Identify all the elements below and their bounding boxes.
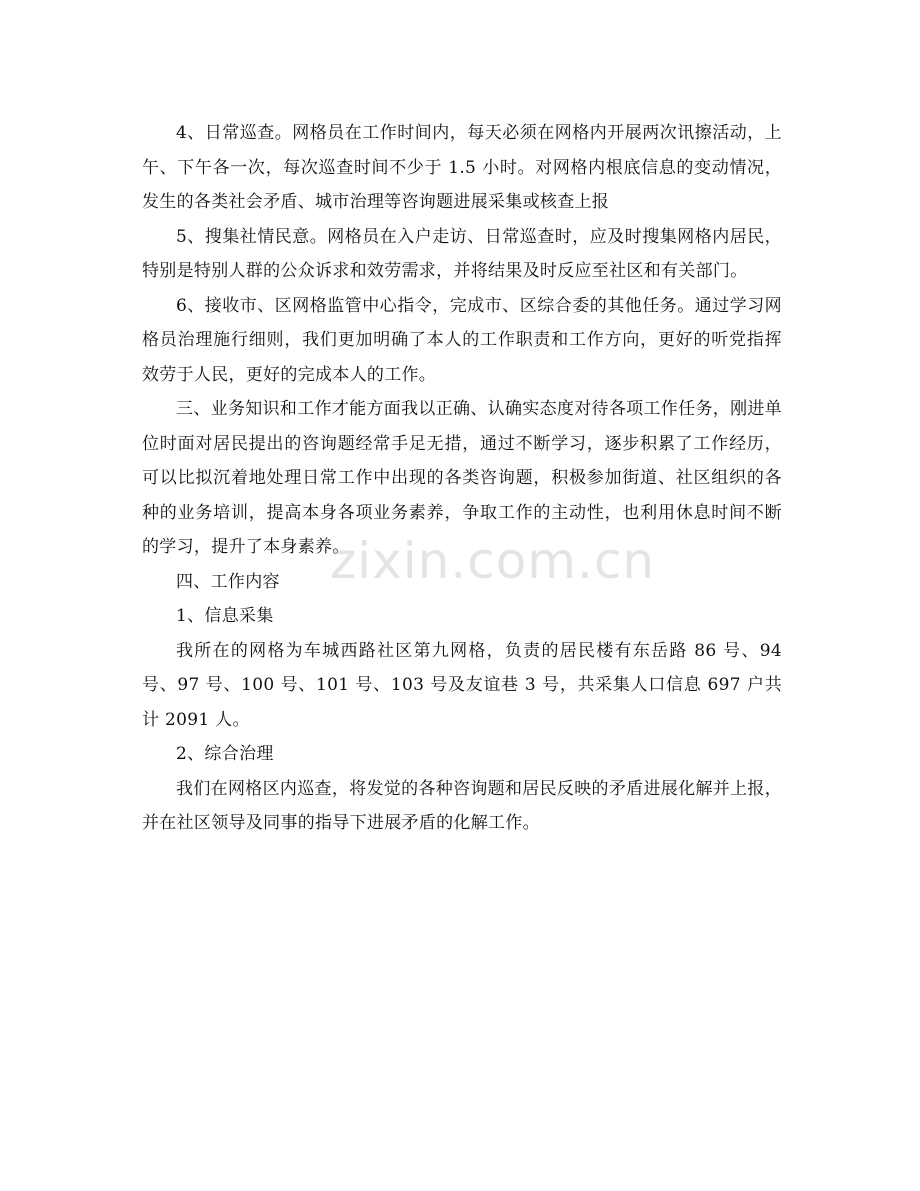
paragraph-receive-instructions: 6、接收市、区网格监管中心指令，完成市、区综合委的其他任务。通过学习网格员治理施行细则，我们更加明确了本人的工作职责和工作方向，更好的听党指挥效劳于人民，更好的完成本人的工作。: [142, 295, 782, 385]
document-body: [142, 116, 782, 841]
watermark: zixin.com.cn: [330, 532, 656, 590]
paragraph-grid-description: 我所在的网格为车城西路社区第九网格，负责的居民楼有东岳路 86 号、94 号、97 号、100 号、101 号、103 号及友谊巷 3 号，共采集人口信息 697 户共计 2091 人。: [142, 640, 782, 730]
heading-information-collection: 1、信息采集: [176, 606, 274, 626]
paragraph-business-knowledge: 三、业务知识和工作才能方面我以正确、认确实态度对待各项工作任务，刚进单位时面对居民提出的咨询题经常手足无措，通过不断学习，逐步积累了工作经历，可以比拟沉着地处理日常工作中出现的各类咨询题，积极参加街道、社区组织的各种的业务培训，提高本身各项业务素养，争取工作的主动性，也利用休息时间不断的学习，提升了本身素养。: [142, 399, 782, 557]
paragraph-public-opinion: 5、搜集社情民意。网格员在入户走访、日常巡查时，应及时搜集网格内居民，特别是特别人群的公众诉求和效劳需求，并将结果及时反应至社区和有关部门。: [142, 226, 782, 281]
heading-comprehensive-governance: 2、综合治理: [176, 744, 274, 764]
paragraph-governance-description: 我们在网格区内巡查，将发觉的各种咨询题和居民反映的矛盾进展化解并上报，并在社区领导及同事的指导下进展矛盾的化解工作。: [142, 778, 782, 833]
paragraph-daily-patrol: 4、日常巡查。网格员在工作时间内，每天必须在网格内开展两次讯擦活动，上午、下午各一次，每次巡查时间不少于 1.5 小时。对网格内根底信息的变动情况，发生的各类社会矛盾、城市治理等咨询题进展采集或核查上报: [142, 123, 782, 212]
heading-work-content: 四、工作内容: [176, 571, 280, 592]
